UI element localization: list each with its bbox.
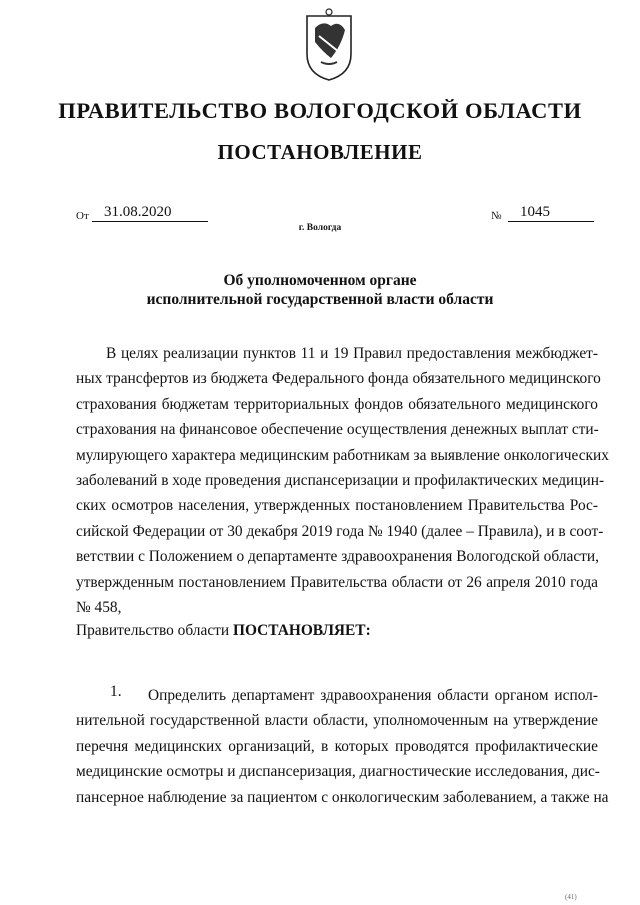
decree-line [76,622,371,640]
number-prefix: № [491,210,502,222]
document-type: ПОСТАНОВЛЕНИЕ [217,140,423,164]
item-1-paragraph [76,683,609,810]
decree-lead: Правительство области [76,622,230,639]
date-prefix: От [76,210,89,222]
document-title-line-1: Об уполномоченном органе [223,272,417,289]
text-line: заболеваний в ходе проведения диспансеризации и профилактических медицин- [76,471,605,489]
text-line: перечня медицинских организаций, в которых проводятся профилактические [76,737,598,755]
number-underline [508,221,594,222]
text-line: В целях реализации пунктов 11 и 19 Правил предоставления межбюджет- [106,345,598,362]
text-line: № 458, [76,598,122,616]
text-line: страхования на финансовое обеспечение осуществления денежных выплат сти- [76,421,599,439]
decree-word: ПОСТАНОВЛЯЕТ: [232,622,371,639]
document-title-line-2: исполнительной государственной власти области [146,291,494,308]
text-line: пансерное наблюдение за пациентом с онкологическим заболеванием, а также на [76,788,609,806]
coat-of-arms-icon [301,6,357,84]
text-line: утвержденным постановлением Правительства области от 26 апреля 2010 года [76,573,598,591]
text-line: мулирующего характера медицинским работникам за выявление онкологических [76,446,609,464]
text-line: нительной государственной власти области, уполномоченным на утверждение [76,712,598,730]
text-line: сийской Федерации от 30 декабря 2019 года № 1940 (далее – Правила), и в соот- [76,522,604,540]
text-line: ветствии с Положением о департаменте здравоохранения Вологодской области, [76,548,599,566]
text-line: ских осмотров населения, утвержденных постановлением Правительства Рос- [76,497,598,515]
text-line: страхования бюджетам территориальных фондов обязательного медицинского [76,395,598,413]
document-date: 31.08.2020 [104,204,172,220]
date-underline [92,221,208,222]
text-line: Определить департамент здравоохранения области органом испол- [148,687,598,704]
preamble-paragraph [76,341,609,620]
page-mark: (41) [565,893,577,901]
city: г. Вологда [298,223,342,233]
item-1-number: 1. [110,683,122,700]
text-line: ных трансфертов из бюджета Федерального фонда обязательного медицинского [76,370,601,388]
document-number: 1045 [520,204,550,220]
text-line: медицинские осмотры и диспансеризация, диагностические исследования, дис- [76,763,600,781]
organization-name: ПРАВИТЕЛЬСТВО ВОЛОГОДСКОЙ ОБЛАСТИ [58,98,582,123]
